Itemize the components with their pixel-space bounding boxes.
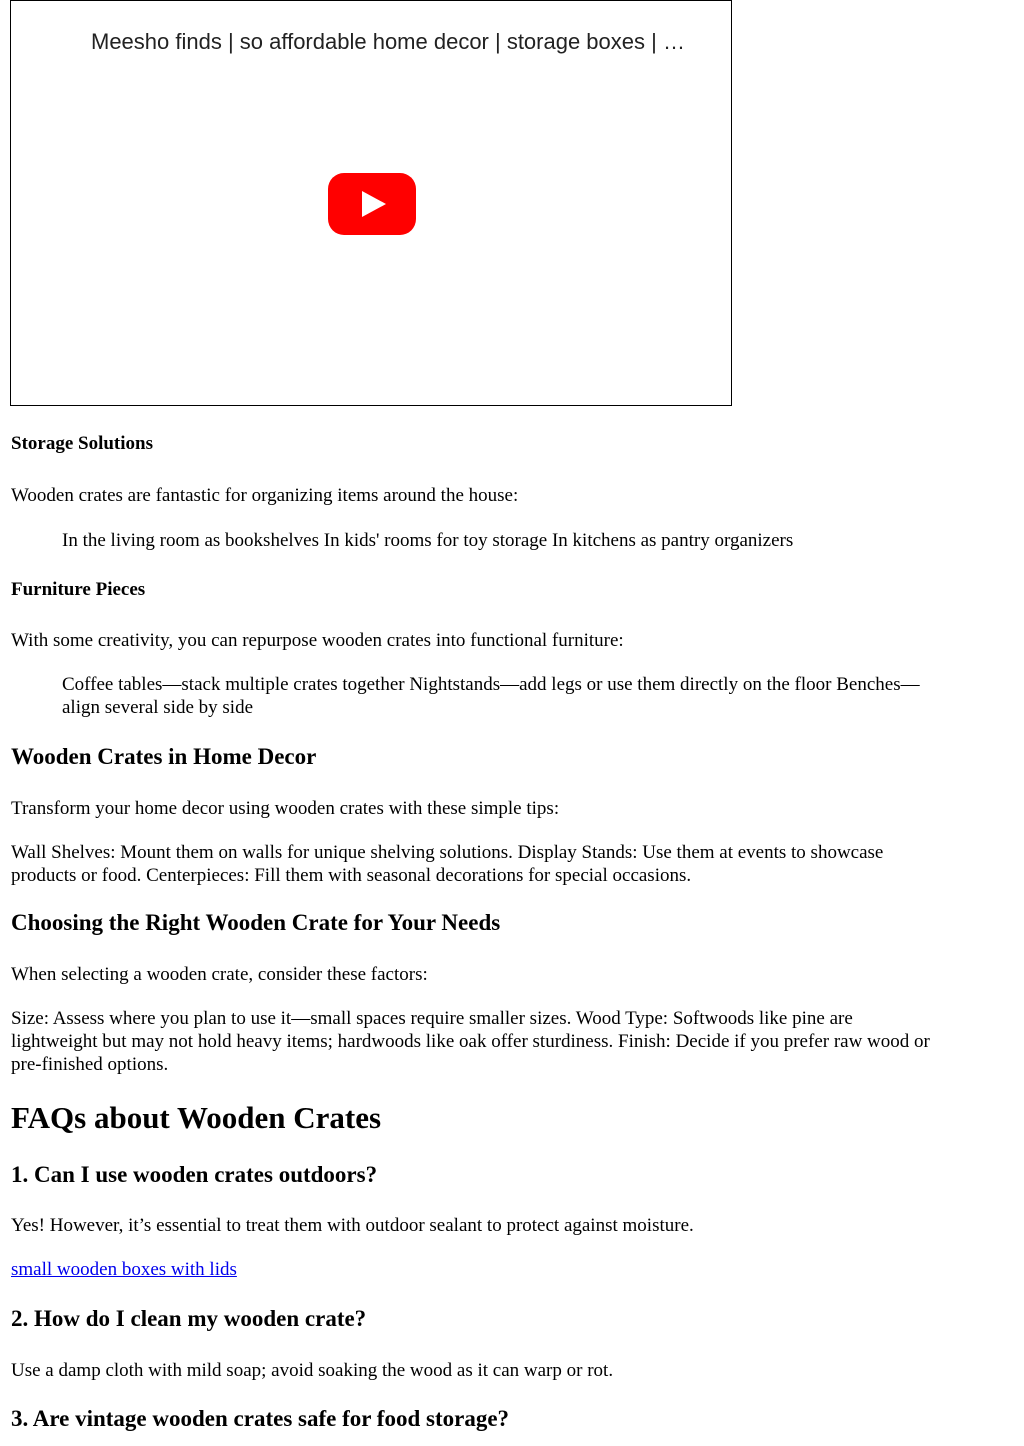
decor-tips-line2: products or food. Centerpieces: Fill them with seasonal decorations for special occasions. <box>11 865 692 886</box>
decor-intro: Transform your home decor using wooden crates with these simple tips: <box>11 798 560 819</box>
storage-heading: Storage Solutions <box>11 433 153 454</box>
furniture-heading: Furniture Pieces <box>11 579 146 600</box>
faq-link-paragraph <box>11 1258 1011 1281</box>
furniture-list-line2: align several side by side <box>62 697 254 718</box>
furniture-intro: With some creativity, you can repurpose wooden crates into functional furniture: <box>11 630 624 651</box>
video-title[interactable]: Meesho finds | so affordable home decor | storage boxes | … <box>91 29 685 54</box>
youtube-play-icon <box>328 173 416 235</box>
faq-question-1: 1. Can I use wooden crates outdoors? <box>11 1162 378 1187</box>
choosing-factors-line3: pre-finished options. <box>11 1054 169 1075</box>
small-wooden-boxes-link[interactable]: small wooden boxes with lids <box>11 1259 237 1280</box>
choosing-intro: When selecting a wooden crate, consider these factors: <box>11 964 428 985</box>
video-embed[interactable] <box>10 0 732 406</box>
choosing-heading: Choosing the Right Wooden Crate for Your Needs <box>11 910 501 935</box>
choosing-factors-line1: Size: Assess where you plan to use it—small spaces require smaller sizes. Wood Type: Softwoods like pine are <box>11 1008 853 1029</box>
storage-list: In the living room as bookshelves In kids' rooms for toy storage In kitchens as pantry organizers <box>62 530 794 551</box>
faq-question-3: 3. Are vintage wooden crates safe for food storage? <box>11 1406 510 1431</box>
storage-intro: Wooden crates are fantastic for organizing items around the house: <box>11 485 519 506</box>
decor-tips-line1: Wall Shelves: Mount them on walls for unique shelving solutions. Display Stands: Use them at events to showcase <box>11 842 884 863</box>
play-button[interactable] <box>328 173 416 235</box>
faq-answer-2: Use a damp cloth with mild soap; avoid soaking the wood as it can warp or rot. <box>11 1360 614 1381</box>
decor-heading: Wooden Crates in Home Decor <box>11 744 317 769</box>
faq-question-2: 2. How do I clean my wooden crate? <box>11 1306 367 1331</box>
faq-answer-1: Yes! However, it’s essential to treat them with outdoor sealant to protect against moisture. <box>11 1215 694 1236</box>
furniture-list-line1: Coffee tables—stack multiple crates together Nightstands—add legs or use them directly on the floor Benches— <box>62 674 920 695</box>
faqs-heading: FAQs about Wooden Crates <box>11 1100 382 1135</box>
choosing-factors-line2: lightweight but may not hold heavy items; hardwoods like oak offer sturdiness. Finish: Decide if you prefer raw wood or <box>11 1031 930 1052</box>
